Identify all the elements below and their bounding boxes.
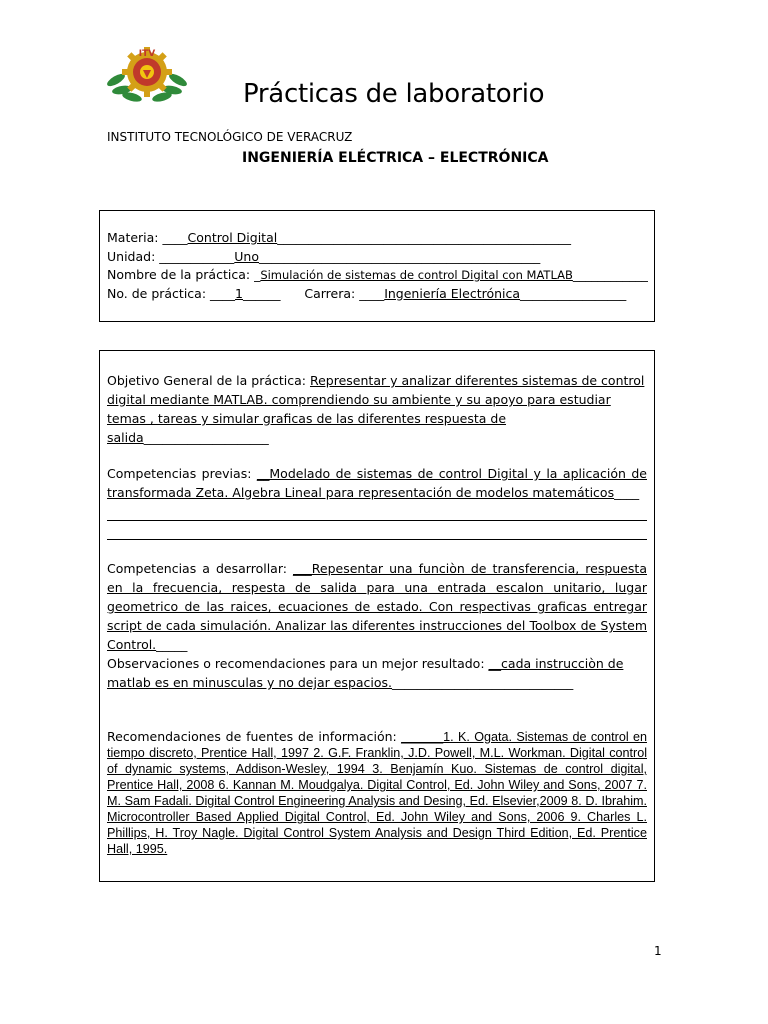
numero-row: [107, 285, 626, 303]
unidad-post: _____________________________________________: [259, 249, 541, 264]
unidad-row: [107, 248, 540, 266]
institution-logo: [104, 42, 190, 104]
institution-name: INSTITUTO TECNOLÓGICO DE VERACRUZ: [107, 130, 353, 144]
objetivo-label: Objetivo General de la práctica:: [107, 373, 306, 388]
previas-label: Competencias previas:: [107, 466, 252, 481]
previas-section: [107, 464, 647, 540]
materia-post: _______________________________________________: [277, 230, 571, 245]
previas-text: __Modelado de sistemas de control Digital y la aplicación de transformada Zeta. Algebra Lineal para representación de modelos matemáticos: [107, 466, 647, 500]
nombre-pre: _: [254, 267, 261, 282]
unidad-value: Uno: [234, 249, 260, 264]
objetivo-tail: ____________________: [143, 430, 269, 445]
objetivo-section: [107, 371, 647, 447]
numero-label: No. de práctica:: [107, 286, 207, 301]
unidad-label: Unidad:: [107, 249, 156, 264]
carrera-value: Ingeniería Electrónica: [384, 286, 521, 301]
desarrollar-text: ___Repesentar una funciòn de transferencia, respuesta en la frecuencia, respesta de salida para una entrada escalon unitario, lugar geometrico de las raices, ecuaciones de estado. Con respectivas graficas entregar script de cada simulación. Analizar las diferentes instrucciones del Toolbox de System Control.: [107, 561, 647, 652]
observaciones-section: [107, 654, 647, 692]
carrera-label: Carrera:: [304, 286, 356, 301]
numero-post: ______: [243, 286, 281, 301]
nombre-row: [107, 266, 648, 284]
page-number: 1: [654, 944, 662, 958]
desarrollar-label: Competencias a desarrollar:: [107, 561, 287, 576]
numero-pre: ____: [210, 286, 236, 301]
previas-tail: ____: [614, 485, 640, 500]
desarrollar-section: [107, 559, 647, 654]
practice-content-box: [99, 350, 655, 882]
observaciones-label: Observaciones o recomendaciones para un mejor resultado:: [107, 656, 485, 671]
materia-label: Materia:: [107, 230, 159, 245]
career-name: INGENIERÍA ELÉCTRICA – ELECTRÓNICA: [242, 150, 549, 166]
previas-blank-line-1: [107, 502, 647, 521]
fuentes-section: [107, 729, 647, 857]
materia-pre: ____: [162, 230, 188, 245]
nombre-label: Nombre de la práctica:: [107, 267, 251, 282]
page-title: Prácticas de laboratorio: [243, 79, 545, 109]
nombre-value: Simulación de sistemas de control Digital con MATLAB: [260, 268, 573, 282]
observaciones-text: __cada instrucciòn de matlab es en minusculas y no dejar espacios.: [107, 656, 624, 690]
fuentes-label: Recomendaciones de fuentes de información:: [107, 729, 397, 744]
carrera-post: _________________: [520, 286, 627, 301]
unidad-pre: ____________: [159, 249, 235, 264]
carrera-pre: ____: [359, 286, 385, 301]
desarrollar-tail: _____: [156, 637, 188, 652]
nombre-post: ____________: [572, 267, 648, 282]
previas-blank-line-2: [107, 521, 647, 540]
practice-info-box: [99, 210, 655, 322]
numero-value: 1: [235, 286, 243, 301]
objetivo-text: Representar y analizar diferentes sistemas de control digital mediante MATLAB. comprendiendo su ambiente y su apoyo para estudiar temas , tareas y simular graficas de las diferentes respuesta de salida: [107, 373, 645, 445]
materia-row: [107, 229, 571, 247]
svg-text:ITV: ITV: [138, 49, 156, 59]
observaciones-tail: _____________________________: [392, 675, 574, 690]
materia-value: Control Digital: [187, 230, 278, 245]
fuentes-text: ______1. K. Ogata. Sistemas de control en tiempo discreto, Prentice Hall, 1997 2. G.F. Franklin, J.D. Powell, M.L. Workman. Digital control of dynamic systems, Addison-Wesley, 1994 3. Benjamín Kuo. Sistemas de control digital, Prentice Hall, 2008 6. Kannan M. Moudgalya. Digital Control, Ed. John Wiley and Sons, 2007 7. M. Sam Fadali. Digital Control Engineering Analysis and Desing, Ed. Elsevier,2009 8. D. Ibrahim. Microcontroller Based Applied Digital Control, Ed. John Wiley and Sons, 2006 9. Charles L. Phillips, H. Troy Nagle. Digital Control System Analysis and Design Third Edition, Ed. Prentice Hall, 1995.: [107, 730, 647, 856]
